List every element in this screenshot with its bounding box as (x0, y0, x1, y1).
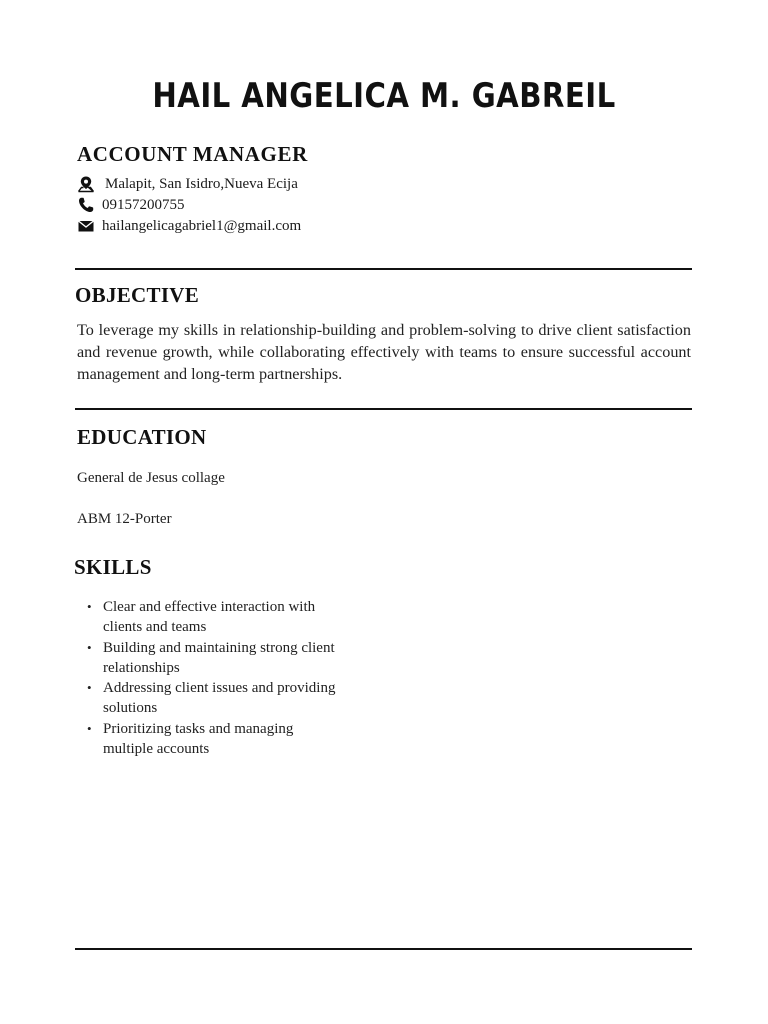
phone-text: 09157200755 (102, 196, 185, 213)
divider (75, 948, 692, 950)
resume-name: HAIL ANGELICA M. GABREIL (152, 76, 616, 116)
skills-list (77, 597, 337, 759)
job-title: ACCOUNT MANAGER (77, 142, 308, 166)
skill-item: • Building and maintaining strong client relationships (77, 638, 337, 678)
contact-address (77, 175, 298, 193)
divider (75, 268, 692, 270)
email-text[interactable]: hailangelicagabriel1@gmail.com (102, 217, 302, 234)
phone-icon (77, 196, 95, 214)
skill-item: • Addressing client issues and providing solutions (77, 678, 337, 718)
skill-item: • Clear and effective interaction with clients and teams (77, 597, 337, 637)
objective-text: To leverage my skills in relationship-building and problem-solving to drive client satisfaction and revenue growth, while collaborating effectively with teams to ensure successful account management and long-term partnerships. (77, 321, 691, 383)
education-strand: ABM 12-Porter (77, 511, 172, 527)
education-school: General de Jesus collage (77, 470, 225, 486)
contact-email (77, 217, 301, 235)
divider (75, 408, 692, 410)
education-heading: EDUCATION (77, 425, 207, 449)
address-text: Malapit, San Isidro,Nueva Ecija (105, 175, 298, 192)
location-pin-icon (77, 175, 95, 193)
objective-heading: OBJECTIVE (75, 283, 200, 307)
skill-item: • Prioritizing tasks and managing multiple accounts (77, 719, 337, 759)
envelope-icon (77, 217, 95, 235)
contact-phone (77, 196, 185, 214)
skills-heading: SKILLS (74, 555, 152, 579)
